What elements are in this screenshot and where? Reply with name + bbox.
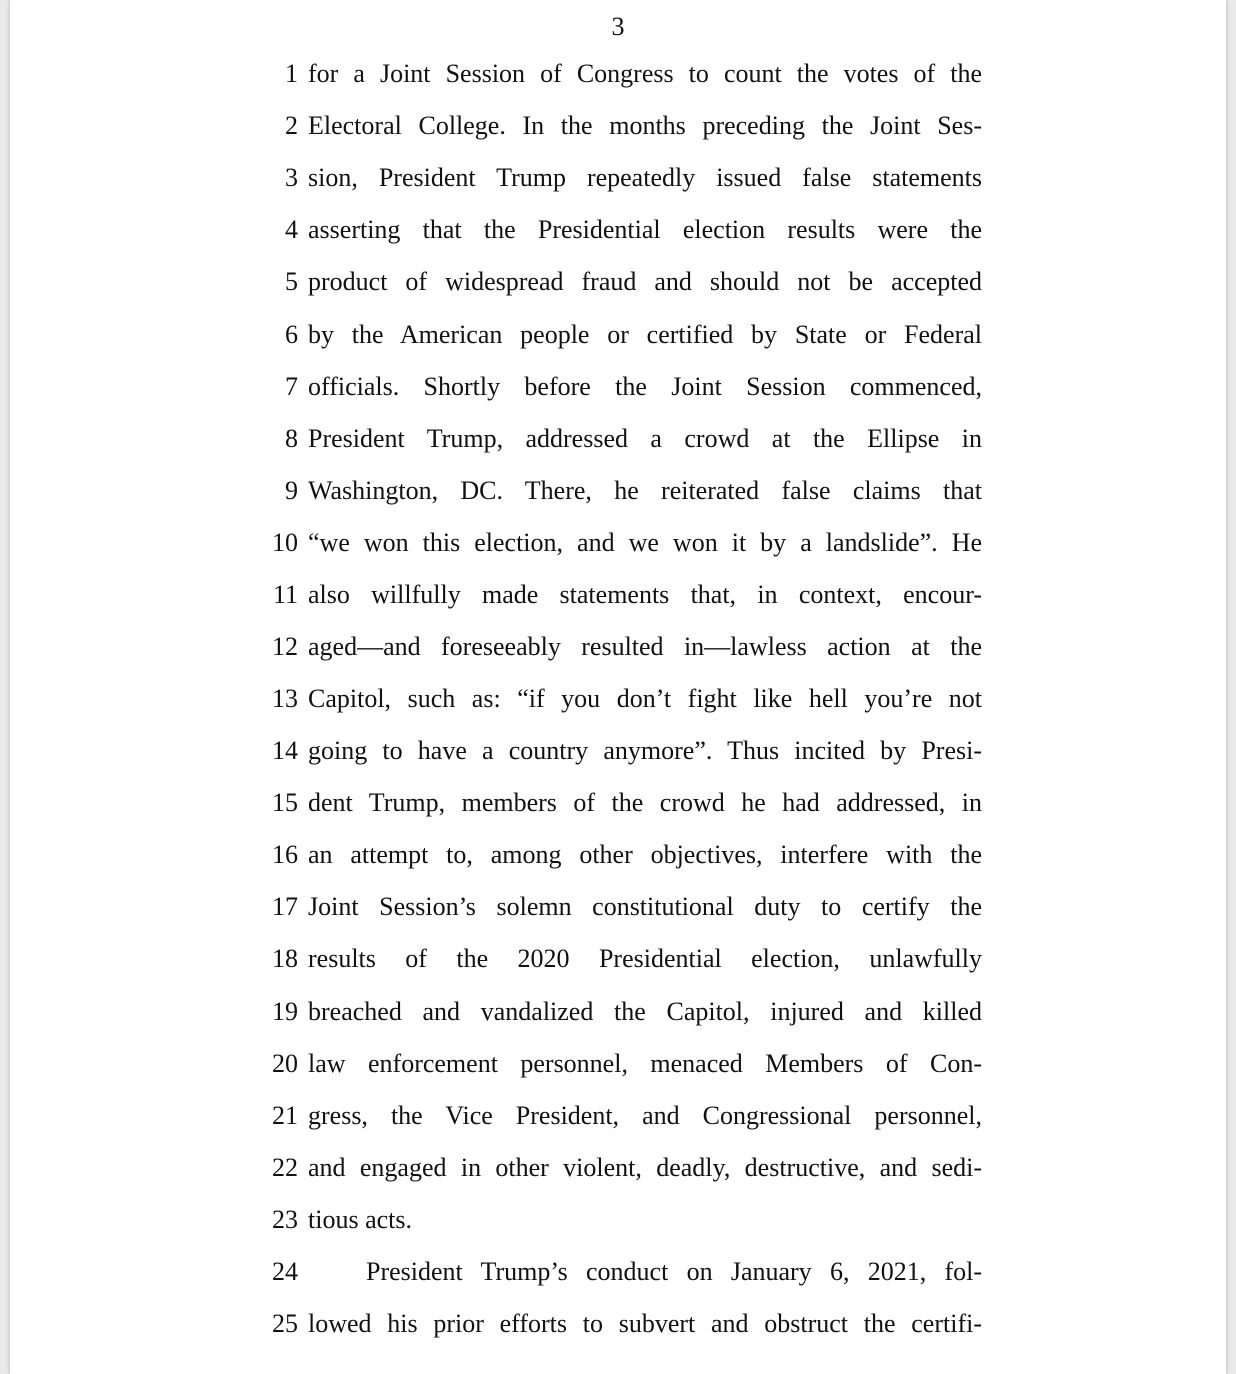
text-line [10, 632, 1226, 672]
line-text: product of widespread fraud and should not be accepted [308, 267, 982, 296]
line-text: asserting that the Presidential election results were the [308, 215, 982, 244]
line-text: results of the 2020 Presidential election, unlawfully [308, 944, 982, 973]
line-text: officials. Shortly before the Joint Session commenced, [308, 372, 982, 401]
line-text: sion, President Trump repeatedly issued false statements [308, 163, 982, 192]
line-text: President Trump, addressed a crowd at the Ellipse in [308, 424, 982, 453]
line-number: 5 [285, 267, 298, 296]
document-page [10, 0, 1226, 1374]
text-line [10, 1153, 1226, 1193]
line-text: President Trump’s conduct on January 6, 2021, fol- [366, 1257, 982, 1286]
line-text: aged—and foreseeably resulted in—lawless action at the [308, 632, 982, 661]
text-line [10, 424, 1226, 464]
line-text: gress, the Vice President, and Congressional personnel, [308, 1101, 982, 1130]
line-number: 2 [285, 111, 298, 140]
line-text: also willfully made statements that, in context, encour- [308, 580, 982, 609]
line-text: Washington, DC. There, he reiterated false claims that [308, 476, 982, 505]
text-line [10, 267, 1226, 307]
line-number: 6 [285, 320, 298, 349]
text-line [10, 372, 1226, 412]
line-number: 10 [272, 528, 298, 557]
text-line [10, 892, 1226, 932]
line-text: going to have a country anymore”. Thus incited by Presi- [308, 736, 982, 765]
line-number: 15 [272, 788, 298, 817]
line-number: 8 [285, 424, 298, 453]
line-text: “we won this election, and we won it by a landslide”. He [308, 528, 982, 557]
text-line [10, 111, 1226, 151]
line-number: 21 [272, 1101, 298, 1130]
text-line [10, 736, 1226, 776]
text-line [10, 788, 1226, 828]
line-text: for a Joint Session of Congress to count the votes of the [308, 59, 982, 88]
line-number: 22 [272, 1153, 298, 1182]
line-text: an attempt to, among other objectives, interfere with the [308, 840, 982, 869]
text-line [10, 320, 1226, 360]
line-number: 24 [272, 1257, 298, 1286]
line-number: 9 [285, 476, 298, 505]
text-line [10, 944, 1226, 984]
text-line [10, 1257, 1226, 1297]
line-number: 23 [272, 1205, 298, 1234]
line-number: 12 [272, 632, 298, 661]
line-number: 20 [272, 1049, 298, 1078]
line-number: 3 [285, 163, 298, 192]
line-number: 4 [285, 215, 298, 244]
line-text: breached and vandalized the Capitol, injured and killed [308, 997, 982, 1026]
line-text: by the American people or certified by State or Federal [308, 320, 982, 349]
line-number: 7 [285, 372, 298, 401]
line-number: 1 [285, 59, 298, 88]
text-line [10, 476, 1226, 516]
text-line [10, 684, 1226, 724]
text-line [10, 1309, 1226, 1349]
line-number: 14 [272, 736, 298, 765]
line-text: tious acts. [308, 1205, 412, 1234]
text-line [10, 59, 1226, 99]
text-line [10, 1205, 1226, 1245]
text-line [10, 215, 1226, 255]
text-line [10, 1049, 1226, 1089]
line-number: 17 [272, 892, 298, 921]
text-line [10, 840, 1226, 880]
line-number: 11 [272, 580, 298, 609]
line-number: 18 [272, 944, 298, 973]
line-text: and engaged in other violent, deadly, destructive, and sedi- [308, 1153, 982, 1182]
text-line [10, 163, 1226, 203]
line-text: Joint Session’s solemn constitutional duty to certify the [308, 892, 982, 921]
text-line [10, 1101, 1226, 1141]
page-number: 3 [611, 12, 625, 41]
line-text: Electoral College. In the months preceding the Joint Ses- [308, 111, 982, 140]
line-number: 19 [272, 997, 298, 1026]
line-text: Capitol, such as: “if you don’t fight like hell you’re not [308, 684, 982, 713]
text-line [10, 528, 1226, 568]
text-line [10, 580, 1226, 620]
line-number: 13 [272, 684, 298, 713]
line-number: 16 [272, 840, 298, 869]
text-line [10, 997, 1226, 1037]
line-text: dent Trump, members of the crowd he had addressed, in [308, 788, 982, 817]
line-number: 25 [272, 1309, 298, 1338]
line-text: lowed his prior efforts to subvert and obstruct the certifi- [308, 1309, 982, 1338]
line-text: law enforcement personnel, menaced Members of Con- [308, 1049, 982, 1078]
